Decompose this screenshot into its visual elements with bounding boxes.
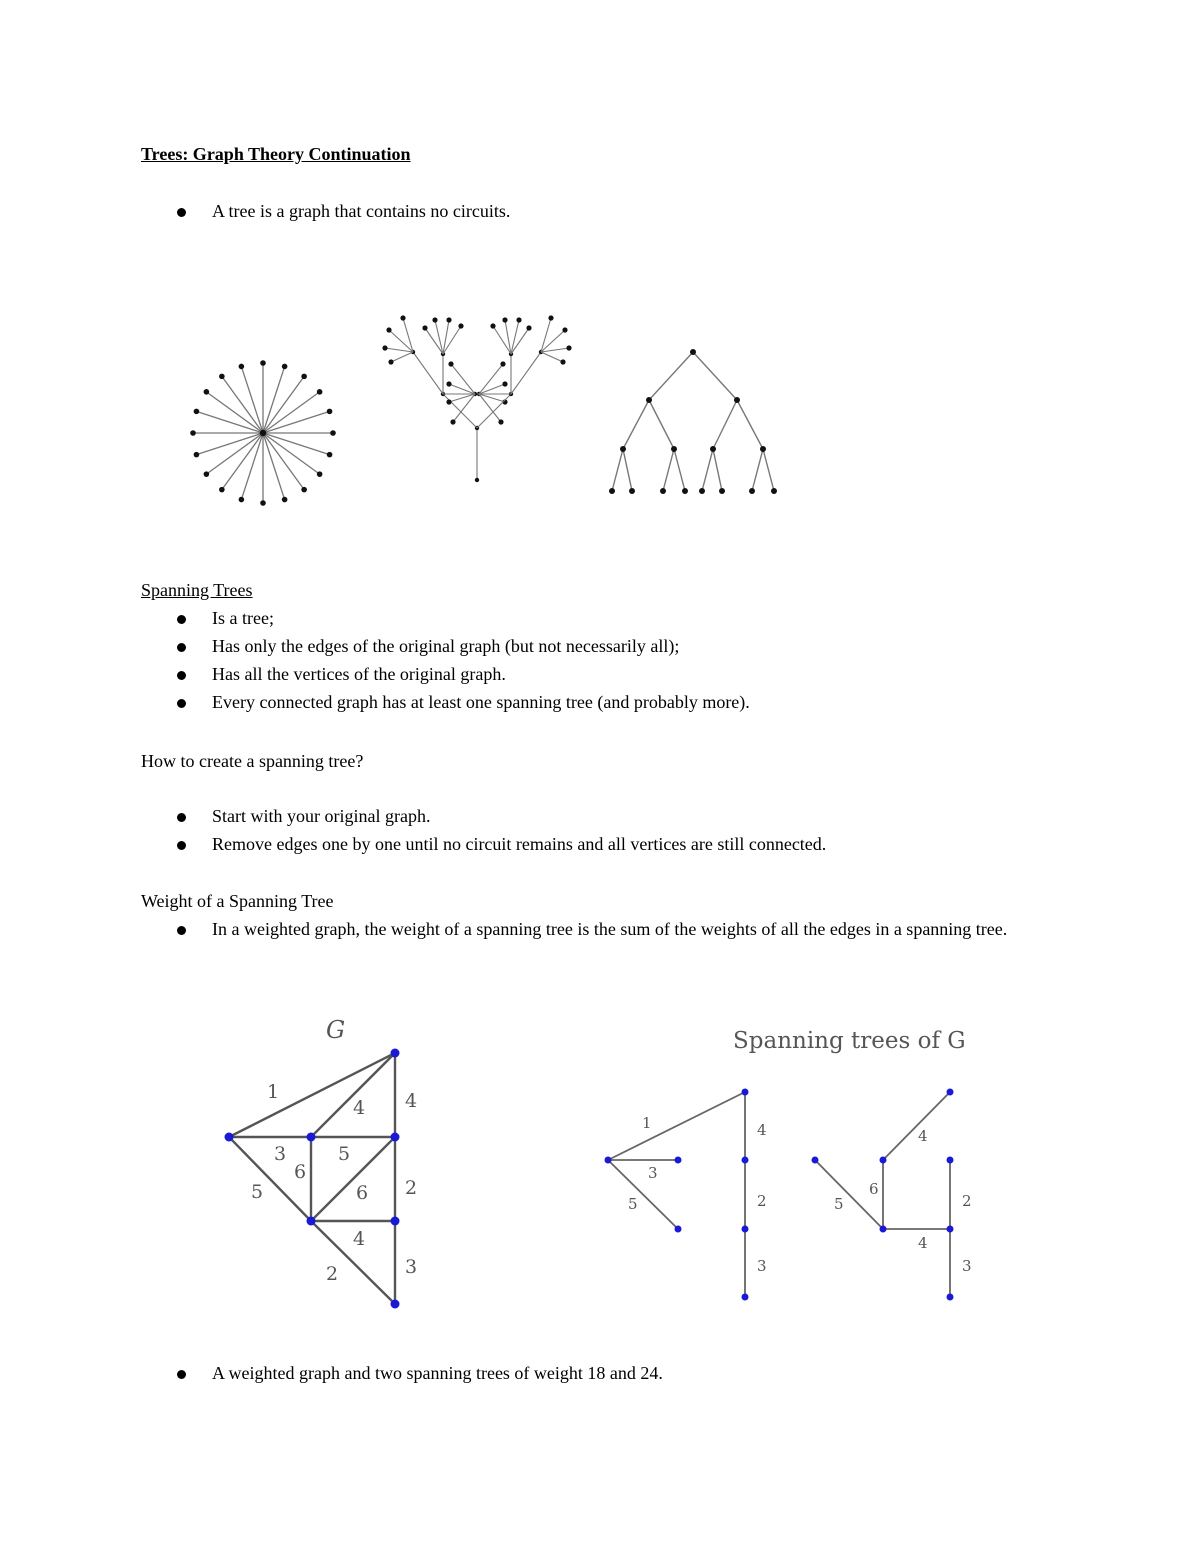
edge-weight: 5 bbox=[628, 1195, 638, 1213]
edge-weight: 1 bbox=[267, 1081, 280, 1103]
edge-weight: 3 bbox=[962, 1257, 972, 1275]
spanning-bullet-3: Has all the vertices of the original graph. bbox=[212, 664, 506, 684]
caption-text: A weighted graph and two spanning trees of weight 18 and 24. bbox=[212, 1363, 663, 1383]
edge-weight: 6 bbox=[869, 1180, 879, 1198]
intro-bullet-text: A tree is a graph that contains no circuits. bbox=[212, 201, 511, 221]
howto-question: How to create a spanning tree? bbox=[141, 751, 364, 771]
edge-weight: 4 bbox=[405, 1090, 418, 1112]
spanning-bullet-1: Is a tree; bbox=[212, 608, 274, 628]
spanning-bullet-2: Has only the edges of the original graph (but not necessarily all); bbox=[212, 636, 680, 656]
spanning-bullet-4: Every connected graph has at least one spanning tree (and probably more). bbox=[212, 692, 750, 712]
edge-weight: 5 bbox=[251, 1181, 264, 1203]
edge-weight: 4 bbox=[757, 1121, 767, 1139]
weight-bullet-text: In a weighted graph, the weight of a spanning tree is the sum of the weights of all the edges in a spanning tree. bbox=[212, 919, 1008, 939]
edge-weight: 3 bbox=[648, 1164, 658, 1182]
edge-weight: 1 bbox=[642, 1114, 652, 1132]
edge-weight: 4 bbox=[918, 1234, 928, 1252]
bullet-icon bbox=[177, 1370, 186, 1379]
edge-weight: 2 bbox=[757, 1192, 767, 1210]
edge-weight: 2 bbox=[962, 1192, 972, 1210]
edge-weight: 4 bbox=[918, 1127, 928, 1145]
edge-weight: 3 bbox=[405, 1256, 418, 1278]
edge-weight: 3 bbox=[274, 1143, 287, 1165]
graph-g-label: G bbox=[326, 1016, 346, 1044]
edge-weight: 5 bbox=[834, 1195, 844, 1213]
edge-weight: 2 bbox=[326, 1263, 339, 1285]
howto-bullet-1: Start with your original graph. bbox=[212, 806, 431, 826]
graph-g-edges bbox=[229, 1053, 395, 1304]
edge-weight: 2 bbox=[405, 1177, 418, 1199]
howto-bullet-2: Remove edges one by one until no circuit remains and all vertices are still connected. bbox=[212, 834, 827, 854]
tree-1-vertices bbox=[605, 1089, 749, 1301]
edge-weight: 5 bbox=[338, 1143, 351, 1165]
edge-weight: 6 bbox=[356, 1182, 369, 1204]
weight-heading: Weight of a Spanning Tree bbox=[141, 891, 334, 911]
edge-weight: 6 bbox=[294, 1161, 307, 1183]
edge-weight: 4 bbox=[353, 1097, 366, 1119]
edge-weight: 4 bbox=[353, 1228, 366, 1250]
spanning-trees-label: Spanning trees of G bbox=[733, 1028, 966, 1054]
page-title: Trees: Graph Theory Continuation bbox=[141, 144, 411, 164]
spanning-trees-heading: Spanning Trees bbox=[141, 580, 253, 600]
edge-weight: 3 bbox=[757, 1257, 767, 1275]
